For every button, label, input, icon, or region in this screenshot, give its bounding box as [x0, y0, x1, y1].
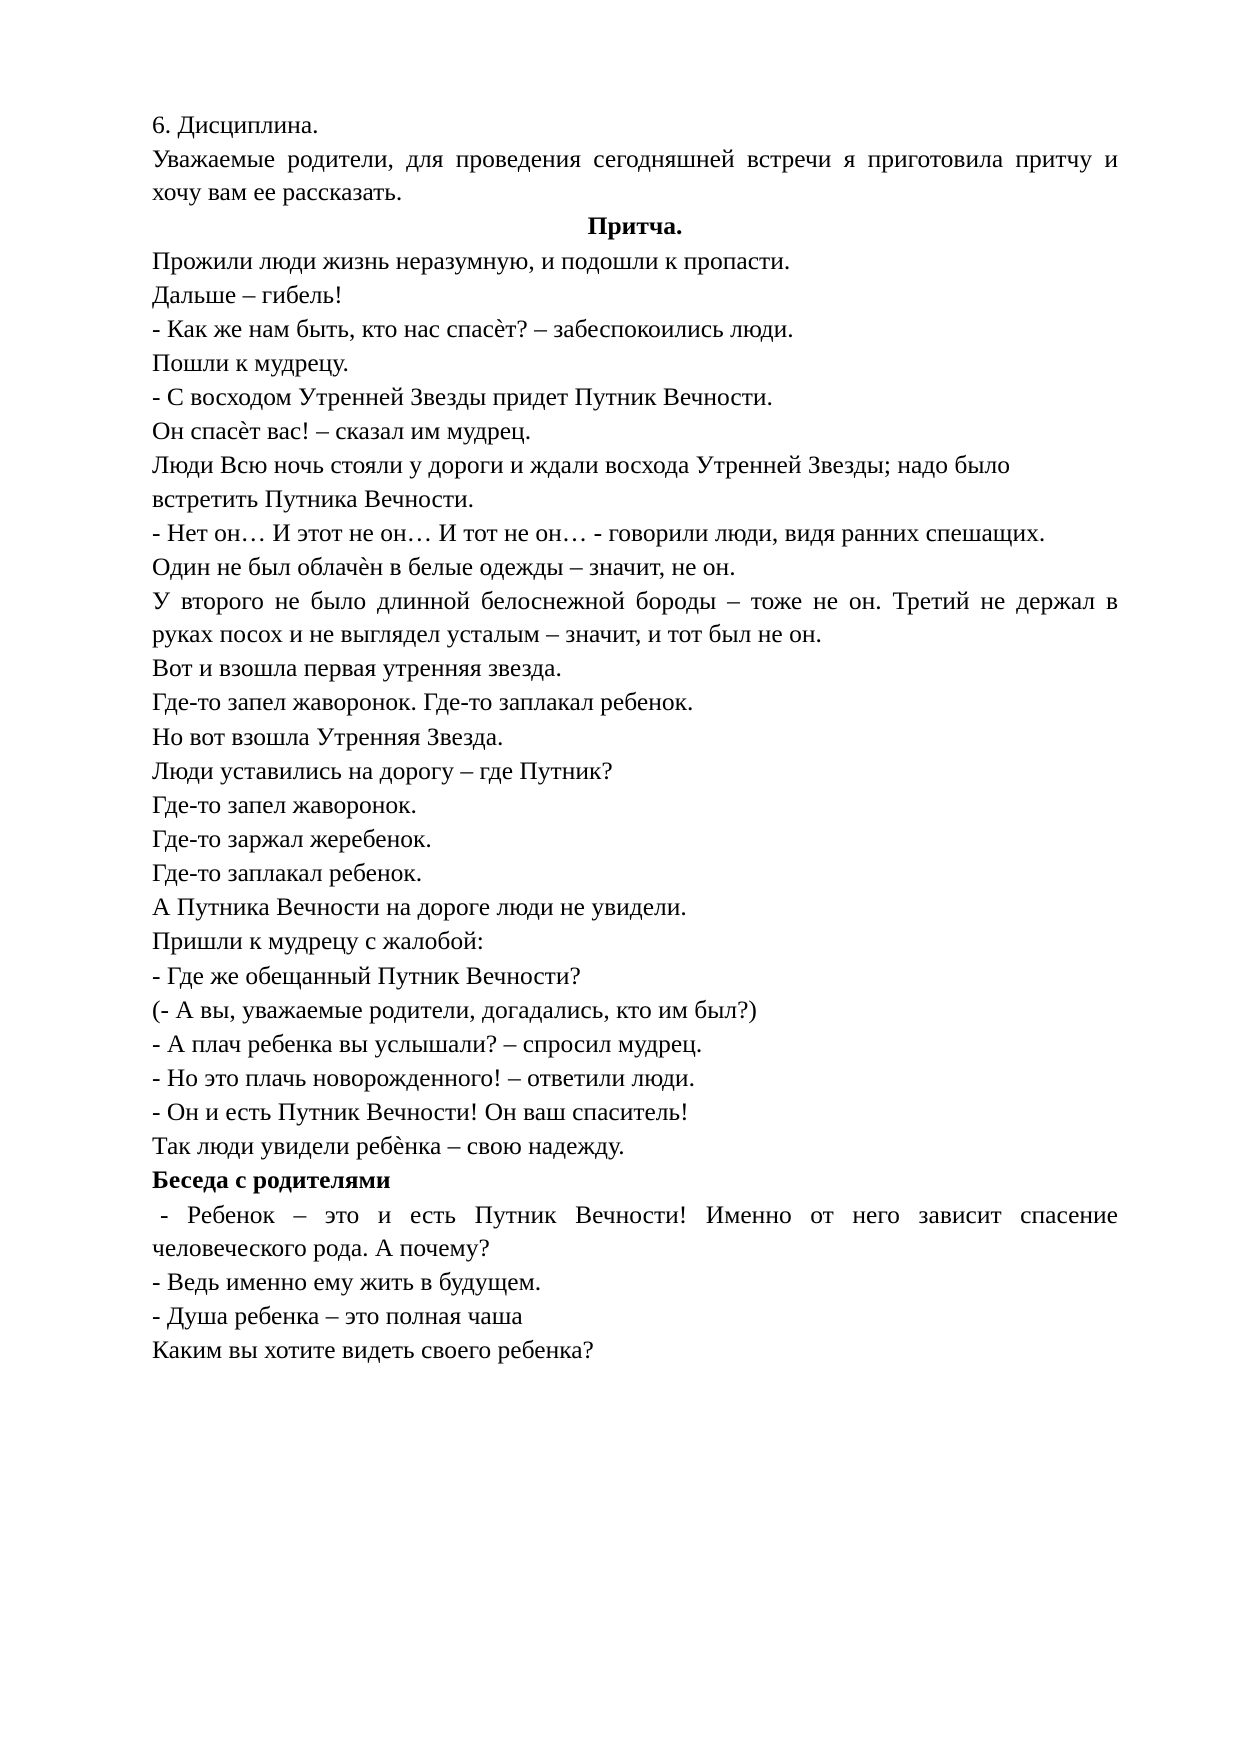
paragraph-line-17: Где-то заплакал ребенок.	[152, 858, 423, 888]
paragraph-line-20: - Где же обещанный Путник Вечности?	[152, 960, 581, 990]
paragraph-line-7: Люди Всю ночь стояли у дороги и ждали восхода Утренней Звезды; надо было встретить Путника Вечности.	[152, 450, 1010, 513]
paragraph-line-18: А Путника Вечности на дороге люди не увидели.	[152, 892, 687, 922]
paragraph-line-15: Где-то запел жаворонок.	[152, 789, 417, 819]
parable-title: Притча.	[587, 211, 683, 241]
paragraph-line-28: - Душа ребенка – это полная чаша	[152, 1300, 523, 1330]
paragraph-line-8: - Нет он… И этот не он… И тот не он… - говорили люди, видя ранних спешащих.	[152, 517, 1046, 547]
paragraph-line-23: - Но это плачь новорожденного! – ответили люди.	[152, 1062, 695, 1092]
paragraph-intro: Уважаемые родители, для проведения сегодняшней встречи я приготовила притчу и хочу вам ее рассказать.	[152, 144, 1118, 207]
paragraph-line-26: - Ребенок – это и есть Путник Вечности! Именно от него зависит спасение человеческого рода. А почему?	[152, 1199, 1118, 1262]
paragraph-line-11: Вот и взошла первая утренняя звезда.	[152, 653, 562, 683]
paragraph-line-22: - А плач ребенка вы услышали? – спросил мудрец.	[152, 1028, 703, 1058]
paragraph-line-10: У второго не было длинной белоснежной бороды – тоже не он. Третий не держал в руках посох и не выглядел усталым – значит, и тот был не он.	[152, 585, 1118, 649]
paragraph-line-24: - Он и есть Путник Вечности! Он ваш спаситель!	[152, 1097, 689, 1127]
paragraph-line-27: - Ведь именно ему жить в будущем.	[152, 1266, 542, 1296]
paragraph-line-9: Один не был облачѐн в белые одежды – значит, не он.	[152, 551, 736, 581]
paragraph-heading-6: 6. Дисциплина.	[152, 110, 319, 139]
paragraph-line-21: (- А вы, уважаемые родители, догадались, кто им был?)	[152, 994, 757, 1024]
paragraph-line-3: - Как же нам быть, кто нас спасѐт? – забеспокоились люди.	[152, 313, 794, 343]
paragraph-line-12: Где-то запел жаворонок. Где-то заплакал ребенок.	[152, 687, 694, 717]
paragraph-line-25: Так люди увидели ребѐнка – свою надежду.	[152, 1131, 625, 1161]
paragraph-line-1: Прожили люди жизнь неразумную, и подошли к пропасти.	[152, 245, 791, 275]
paragraph-line-4: Пошли к мудрецу.	[152, 347, 349, 377]
subheading-beseda: Беседа с родителями	[152, 1165, 391, 1195]
paragraph-line-13: Но вот взошла Утренняя Звезда.	[152, 721, 504, 751]
paragraph-line-2: Дальше – гибель!	[152, 279, 343, 309]
paragraph-line-6: Он спасѐт вас! – сказал им мудрец.	[152, 416, 532, 446]
paragraph-line-16: Где-то заржал жеребенок.	[152, 823, 432, 853]
paragraph-line-19: Пришли к мудрецу с жалобой:	[152, 926, 484, 956]
paragraph-line-29: Каким вы хотите видеть своего ребенка?	[152, 1335, 594, 1365]
paragraph-line-5: - С восходом Утренней Звезды придет Путник Вечности.	[152, 382, 773, 412]
document-body	[152, 108, 1118, 1366]
paragraph-line-14: Люди уставились на дорогу – где Путник?	[152, 755, 613, 785]
